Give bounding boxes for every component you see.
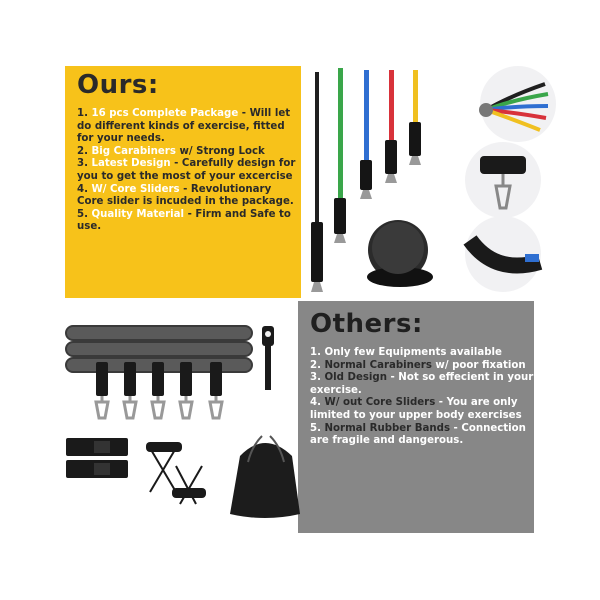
item-highlight: W/ out Core Sliders (324, 397, 436, 409)
carabiner-detail-icon (479, 66, 556, 142)
gray-tubes-icon (66, 326, 252, 418)
item-highlight: Normal Carabiners (324, 359, 432, 371)
item-number: 5. (310, 422, 321, 434)
ankle-straps-icon (66, 438, 128, 478)
item-text: - Not so effecient in your exercise. (310, 372, 534, 396)
item-text: Only few Equipments available (324, 347, 502, 358)
item-highlight: Latest Design (91, 158, 171, 170)
others-title: Others: (310, 309, 423, 339)
item-number: 1. (310, 347, 321, 358)
item-text: w/ poor fixation (431, 359, 526, 371)
item-text: - Will let do different kinds of exercise, fitted for your needs. (77, 108, 291, 145)
item-number: 2. (310, 359, 321, 371)
handles-icon (146, 442, 206, 504)
tube-green (334, 68, 346, 243)
handle-clip-detail-icon (465, 142, 541, 218)
item-highlight: Big Carabiners (91, 145, 176, 157)
carry-bag-icon (230, 436, 300, 518)
item-number: 3. (310, 372, 321, 384)
item-text: - Firm and Safe to use. (77, 208, 291, 233)
item-text: - Connection are fragile and dangerous. (310, 422, 526, 447)
item-number: 1. (77, 108, 88, 119)
item-number: 5. (77, 208, 88, 220)
tube-black (311, 72, 323, 292)
tube-yellow (409, 70, 421, 165)
item-number: 3. (77, 158, 88, 170)
item-number: 2. (77, 145, 88, 157)
item-highlight: 16 pcs Complete Package (91, 108, 239, 119)
ankle-strap-detail-icon (465, 216, 541, 292)
item-text: w/ Strong Lock (175, 145, 265, 157)
item-highlight: Quality Material (91, 208, 185, 220)
item-text: - Carefully design for you to get the most of your excercise (77, 158, 296, 182)
item-highlight: Normal Rubber Bands (324, 422, 451, 434)
item-highlight: Old Design (324, 372, 387, 384)
ours-title: Ours: (77, 70, 159, 100)
item-number: 4. (77, 183, 88, 195)
item-text: - Revolutionary Core slider is incuded in the package. (77, 183, 294, 208)
item-text: - You are only limited to your upper body exercises (310, 397, 522, 421)
tube-red (385, 70, 397, 183)
item-number: 4. (310, 397, 321, 409)
tube-blue (360, 70, 372, 199)
door-anchor-icon (262, 326, 274, 390)
item-highlight: W/ Core Sliders (91, 183, 180, 195)
core-slider-icon (367, 220, 433, 287)
